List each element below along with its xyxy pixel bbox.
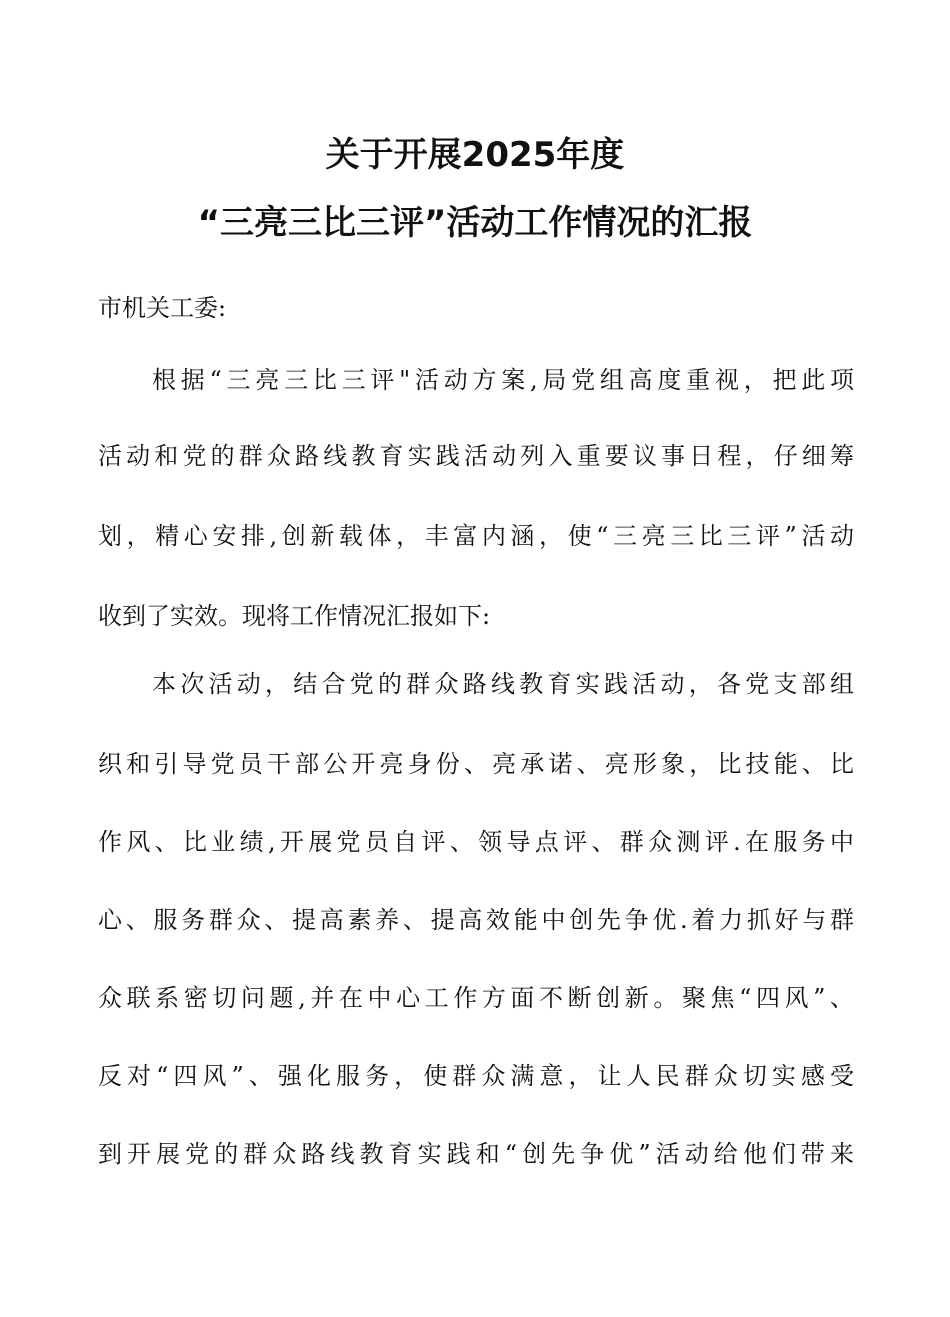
paragraph-line: 划，精心安排,创新载体，丰富内涵，使“三亮三比三评”活动 bbox=[98, 522, 854, 550]
document-title-line-1: 关于开展2025年度 bbox=[325, 135, 625, 175]
paragraph-line: 织和引导党员干部公开亮身份、亮承诺、亮形象，比技能、比 bbox=[98, 750, 854, 778]
paragraph-line: 收到了实效。现将工作情况汇报如下: bbox=[98, 602, 491, 630]
paragraph-line: 本次活动，结合党的群众路线教育实践活动，各党支部组 bbox=[152, 670, 854, 698]
document-title-line-2: “三亮三比三评”活动工作情况的汇报 bbox=[197, 203, 753, 243]
paragraph-line: 作风、比业绩,开展党员自评、领导点评、群众测评.在服务中 bbox=[98, 828, 854, 856]
paragraph-line: 到开展党的群众路线教育实践和“创先争优”活动给他们带来 bbox=[98, 1140, 854, 1168]
paragraph-line: 活动和党的群众路线教育实践活动列入重要议事日程，仔细筹 bbox=[98, 442, 854, 470]
paragraph-line: 众联系密切问题,并在中心工作方面不断创新。聚焦“四风”、 bbox=[98, 984, 854, 1012]
paragraph-line: 根据“三亮三比三评"活动方案,局党组高度重视，把此项 bbox=[152, 366, 854, 394]
paragraph-line: 反对“四风”、强化服务，使群众满意，让人民群众切实感受 bbox=[98, 1062, 854, 1090]
salutation: 市机关工委: bbox=[98, 294, 227, 322]
paragraph-line: 心、服务群众、提高素养、提高效能中创先争优.着力抓好与群 bbox=[98, 906, 854, 934]
